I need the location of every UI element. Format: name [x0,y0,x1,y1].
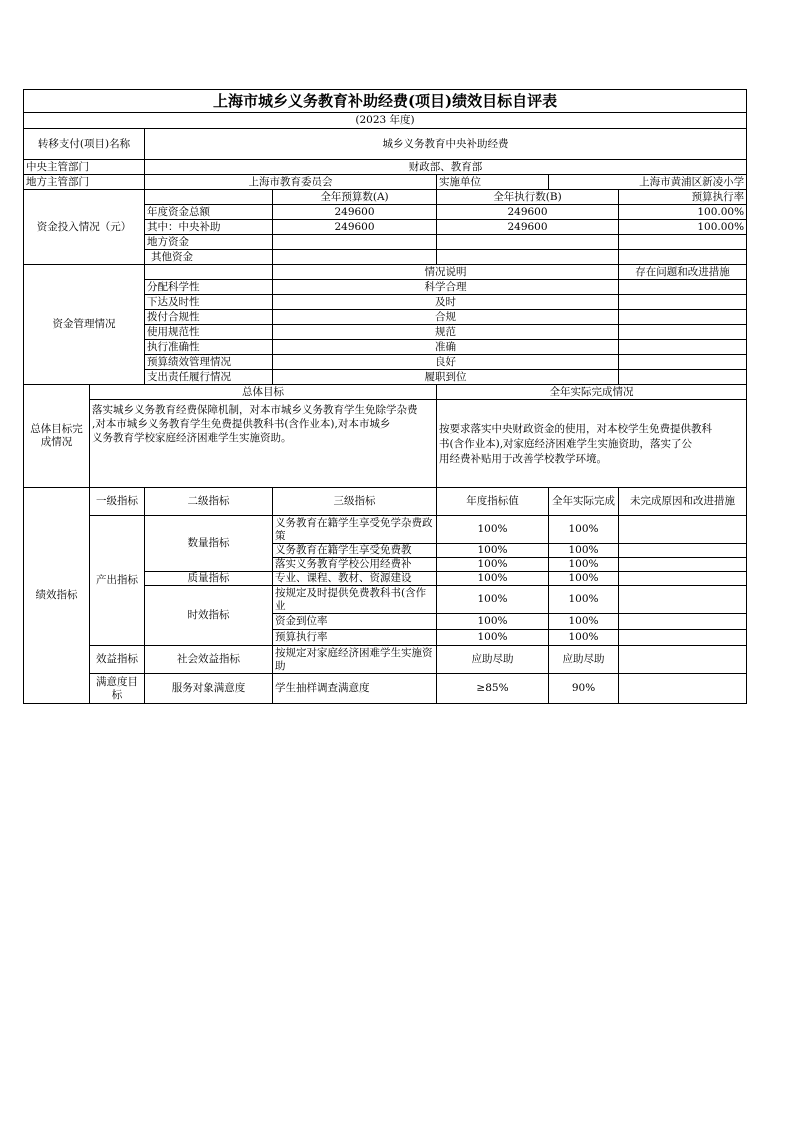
perf-row-target: 100% [437,558,549,572]
perf-section-label: 绩效指标 [24,488,90,704]
perf-header-l3: 三级指标 [273,488,437,516]
funds-row-label: 年度资金总额 [145,205,273,220]
overall-section-label: 总体目标完成情况 [24,385,90,488]
funds-row-rate: 100.00% [619,220,747,235]
perf-header-l2: 二级指标 [145,488,273,516]
overall-goal-text: 落实城乡义务教育经费保障机制，对本市城乡义务教育学生免除学杂费 ,对本市城乡义务教育学生免费提供教科书(含作业本),对本市城乡 义务教育学校家庭经济困难学生实施资助。 [90,400,437,488]
perf-header-reason: 未完成原因和改进措施 [619,488,747,516]
funds-row-exec [437,235,619,250]
perf-header-l1: 一级指标 [90,488,145,516]
overall-done-text: 按要求落实中央财政资金的使用，对本校学生免费提供教科 书(含作业本),对家庭经济困难学生实施资助，落实了公 用经费补贴用于改善学校教学环境。 [437,400,747,488]
perf-row-actual: 100% [549,586,619,614]
page-title: 上海市城乡义务教育补助经费(项目)绩效目标自评表 [24,90,747,113]
local-dept-value: 上海市教育委员会 [145,175,437,190]
management-row-label: 拨付合规性 [145,310,273,325]
perf-row-l3: 专业、课程、教材、资源建设 [273,572,437,586]
perf-row-actual: 90% [549,674,619,704]
perf-header-actual: 全年实际完成 [549,488,619,516]
management-row-desc: 规范 [273,325,619,340]
perf-row-target: 应助尽助 [437,646,549,674]
management-row-desc: 履职到位 [273,370,619,385]
funds-row-rate [619,250,747,265]
funds-row-exec [437,250,619,265]
perf-row-l3: 义务教育在籍学生享受免费教 [273,544,437,558]
perf-row-actual: 100% [549,544,619,558]
overall-goal-header: 总体目标 [90,385,437,400]
management-header-issue: 存在问题和改进措施 [619,265,747,280]
local-dept-label: 地方主管部门 [24,175,145,190]
perf-header-target: 年度指标值 [437,488,549,516]
benefit-indicator-label: 效益指标 [90,646,145,674]
overall-done-header: 全年实际完成情况 [437,385,747,400]
management-section-label: 资金管理情况 [24,265,145,385]
funds-header-rate: 预算执行率 [619,190,747,205]
perf-row-target: 100% [437,544,549,558]
funds-row-budget: 249600 [273,205,437,220]
perf-row-l3: 学生抽样调查满意度 [273,674,437,704]
perf-row-l3: 预算执行率 [273,630,437,646]
management-row-desc: 及时 [273,295,619,310]
funds-row-rate [619,235,747,250]
social-indicator-label: 社会效益指标 [145,646,273,674]
impl-unit-value: 上海市黄浦区新凌小学 [549,175,747,190]
perf-row-actual: 100% [549,558,619,572]
perf-row-l3: 落实义务教育学校公用经费补 [273,558,437,572]
quantity-indicator-label: 数量指标 [145,516,273,572]
project-name-value: 城乡义务教育中央补助经费 [145,129,747,160]
year-label: (2023 年度) [24,113,747,129]
impl-unit-label: 实施单位 [437,175,549,190]
funds-header-budget: 全年预算数(A) [273,190,437,205]
perf-row-actual: 应助尽助 [549,646,619,674]
funds-row-budget [273,235,437,250]
perf-row-l3: 按规定对家庭经济困难学生实施资助 [273,646,437,674]
self-evaluation-table [23,89,747,704]
perf-row-l3: 按规定及时提供免费教科书(含作业 [273,586,437,614]
perf-row-target: 100% [437,630,549,646]
perf-row-target: ≥85% [437,674,549,704]
perf-row-target: 100% [437,614,549,630]
project-name-label: 转移支付(项目)名称 [24,129,145,160]
quality-indicator-label: 质量指标 [145,572,273,586]
management-row-label: 支出责任履行情况 [145,370,273,385]
output-indicator-label: 产出指标 [90,516,145,646]
funds-header-exec: 全年执行数(B) [437,190,619,205]
perf-row-actual: 100% [549,614,619,630]
funds-row-label: 其中：中央补助 [145,220,273,235]
funds-row-exec: 249600 [437,205,619,220]
perf-row-actual: 100% [549,572,619,586]
management-row-label: 预算绩效管理情况 [145,355,273,370]
perf-row-l3: 义务教育在籍学生享受免学杂费政策 [273,516,437,544]
management-row-label: 分配科学性 [145,280,273,295]
perf-row-actual: 100% [549,630,619,646]
central-dept-label: 中央主管部门 [24,160,145,175]
central-dept-value: 财政部、教育部 [145,160,747,175]
management-row-label: 使用规范性 [145,325,273,340]
timeliness-indicator-label: 时效指标 [145,586,273,646]
funds-row-exec: 249600 [437,220,619,235]
management-header-desc: 情况说明 [273,265,619,280]
management-row-desc: 准确 [273,340,619,355]
perf-row-target: 100% [437,572,549,586]
management-row-desc: 良好 [273,355,619,370]
service-indicator-label: 服务对象满意度 [145,674,273,704]
funds-row-budget: 249600 [273,220,437,235]
funds-section-label: 资金投入情况（元） [24,190,145,265]
management-row-desc: 合规 [273,310,619,325]
perf-row-target: 100% [437,586,549,614]
management-row-label: 执行准确性 [145,340,273,355]
funds-row-label: 其他资金 [145,250,273,265]
management-row-label: 下达及时性 [145,295,273,310]
funds-row-rate: 100.00% [619,205,747,220]
perf-row-actual: 100% [549,516,619,544]
satisfaction-indicator-label: 满意度目标 [90,674,145,704]
perf-row-target: 100% [437,516,549,544]
funds-row-label: 地方资金 [145,235,273,250]
funds-row-budget [273,250,437,265]
perf-row-l3: 资金到位率 [273,614,437,630]
management-row-desc: 科学合理 [273,280,619,295]
